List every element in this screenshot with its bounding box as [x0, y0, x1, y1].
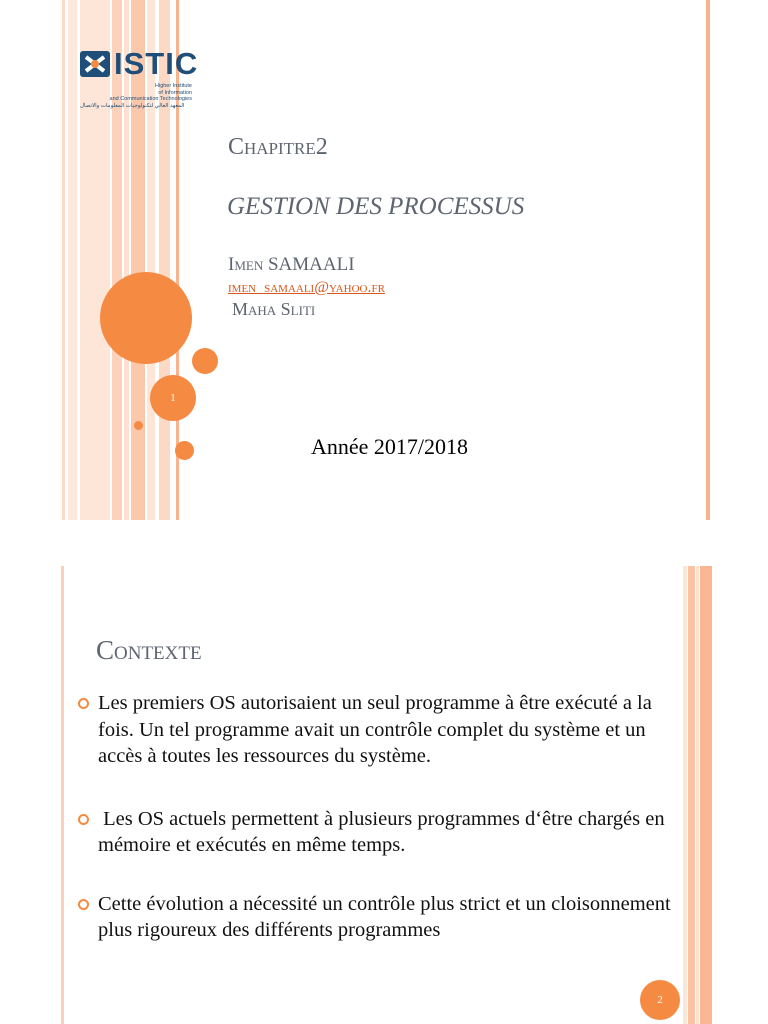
hollow-circle-bullet-icon: [78, 814, 89, 825]
istic-emblem-icon: [80, 49, 110, 79]
author-name: Maha Sliti: [232, 299, 316, 319]
istic-logo: [80, 46, 199, 119]
hollow-circle-bullet-icon: [78, 698, 89, 709]
decorative-circle-small: [175, 441, 194, 460]
author-name: Imen SAMAALI: [228, 254, 355, 275]
decorative-band: [700, 566, 712, 1024]
list-item: [76, 806, 686, 859]
decorative-band: [62, 0, 65, 520]
slide-number: 2: [657, 994, 663, 1006]
academic-year: Année 2017/2018: [311, 434, 469, 459]
bullet-text: Cette évolution a nécessité un contrôle plus strict et un cloisonnement plus rigoureux des différents programmes: [98, 892, 671, 941]
bullet-list: [76, 690, 686, 944]
chapter-subject: GESTION DES PROCESSUS: [227, 193, 525, 220]
decorative-band: [61, 566, 64, 1024]
list-item: [76, 891, 686, 944]
list-item: [76, 690, 686, 770]
decorative-band: [696, 566, 699, 1024]
decorative-circle-tiny: [134, 421, 143, 430]
slide-2: [0, 566, 768, 1024]
bullet-text: Les premiers OS autorisaient un seul programme à être exécuté a la fois. Un tel programme avait un contrôle complet du système et un accès à toutes les ressources du système.: [98, 692, 652, 767]
bullet-text: Les OS actuels permettent à plusieurs programmes d‘être chargés en mémoire et exécutés en même temps.: [98, 807, 670, 856]
decorative-circle-large: [100, 272, 192, 364]
hollow-circle-bullet-icon: [78, 899, 89, 910]
slide-number-badge: [150, 375, 196, 421]
slide-number: 1: [170, 392, 176, 404]
decorative-band: [706, 0, 710, 520]
author-email-link[interactable]: imen_samaali@yahoo.fr: [228, 279, 385, 296]
logo-subtitle: Higher Institute of Information and Communication Technologies المعهد العالي لتكنولوجيات المعلومات والاتصال: [80, 83, 192, 109]
chapter-title: Chapitre2: [228, 134, 328, 160]
slide-number-badge: [640, 980, 680, 1020]
logo-wordmark: ISTIC: [114, 46, 199, 81]
decorative-circle-small: [192, 348, 218, 374]
decorative-band: [688, 566, 695, 1024]
decorative-band: [68, 0, 77, 520]
slide-heading: Contexte: [96, 635, 202, 665]
